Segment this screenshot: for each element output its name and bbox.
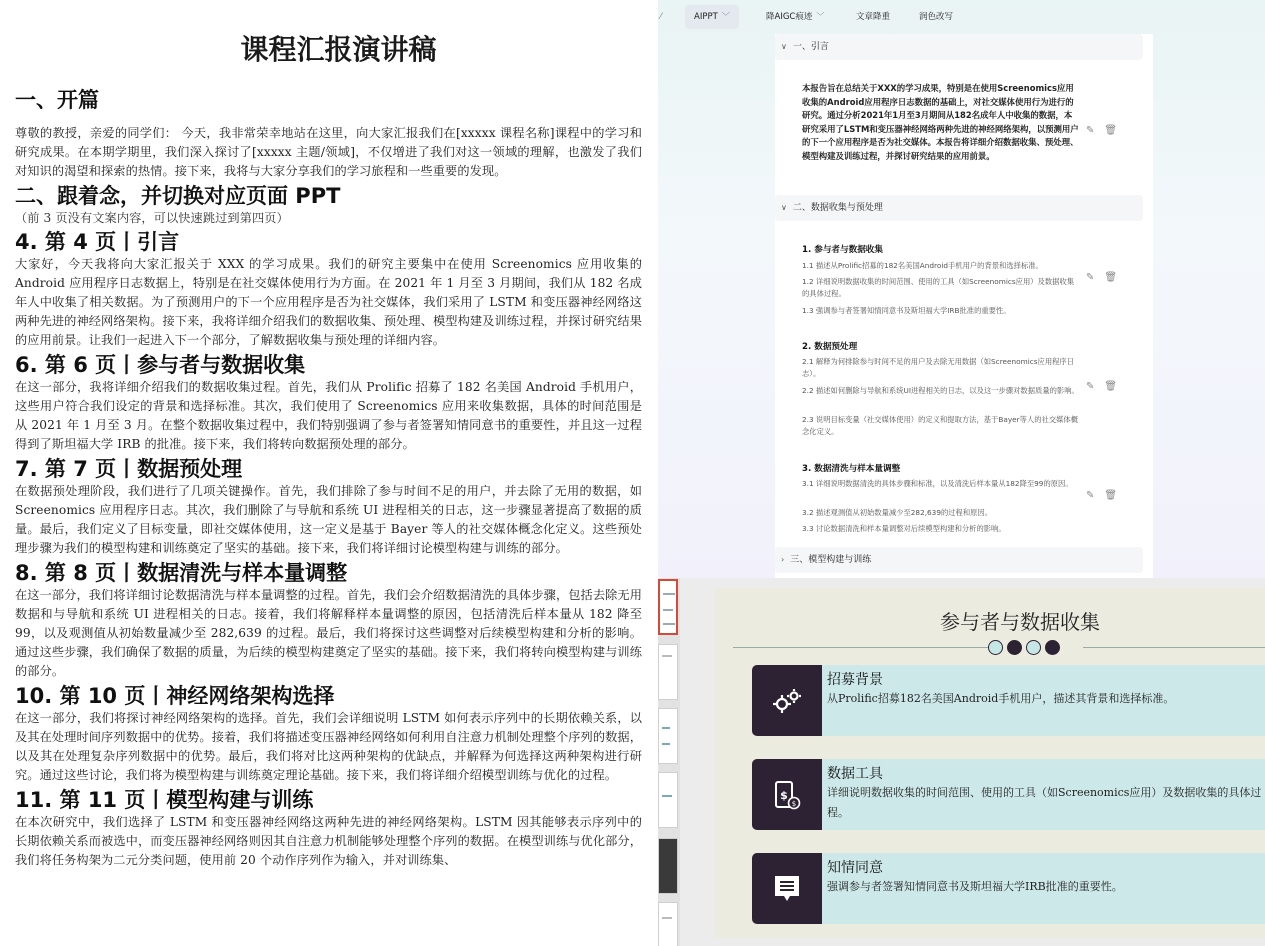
card-title: 招募背景 <box>827 672 883 688</box>
phone-money-icon <box>752 759 822 830</box>
slide-thumbnails <box>658 578 680 946</box>
card-title: 知情同意 <box>827 860 883 876</box>
slide-thumbnail[interactable] <box>658 644 678 700</box>
card-text: 详细说明数据收集的时间范围、使用的工具（如Screenomics应用）及数据收集的具体过程。 <box>827 786 1262 819</box>
outline-line[interactable]: 1.1 描述从Prolific招募的182名美国Android手机用户的背景和选择标准。 <box>802 261 1043 270</box>
outline-section-label: 一、引言 <box>792 42 829 52</box>
section-body: 尊敬的教授，亲爱的同学们： 今天，我非常荣幸地站在这里，向大家汇报我们在[xxxxx 课程名称]课程中的学习和研究成果。在本期学期里，我们深入探讨了[xxxxx 主题/领域]，不仅增进了我们对这一领域的理解，也激发了我们对知识的渴望和探索的热情。接下来，我将与大家分享我们的学习旅程和一些重要的发现。 <box>15 126 642 178</box>
decor-dot <box>1045 640 1060 655</box>
content-card[interactable] <box>752 853 1265 924</box>
trash-icon[interactable]: 🗑 <box>1104 272 1118 283</box>
section-heading: 7. 第 7 页丨数据预处理 <box>15 457 243 481</box>
section-heading: 8. 第 8 页丨数据清洗与样本量调整 <box>15 561 348 585</box>
slide-thumbnail[interactable] <box>658 579 678 635</box>
reduce-aigc-menu-button[interactable] <box>757 5 833 29</box>
card-text: 强调参与者签署知情同意书及斯坦福大学IRB批准的重要性。 <box>827 880 1123 893</box>
block-actions <box>1086 272 1127 283</box>
dedupe-label: 文章降重 <box>856 12 891 22</box>
section-body: 在本次研究中，我们选择了 LSTM 和变压器神经网络这两种先进的神经网络架构。LSTM 因其能够表示序列中的长期依赖关系而被选中，而变压器神经网络则因其自注意力机制能够处理整个序列的数据。在模型训练与优化部分，我们将任务构架为二元分类问题，使用前 20 个动作序列作为输入，并对训练集、 <box>15 815 642 867</box>
outline-section-data[interactable] <box>775 195 1143 221</box>
decor-dot <box>988 640 1003 655</box>
slide-editor <box>658 578 1265 946</box>
decor-dot <box>1026 640 1041 655</box>
outline-card <box>775 34 1153 578</box>
svg-text:$: $ <box>780 788 788 802</box>
block-actions <box>1086 490 1127 501</box>
reduce-aigc-label: 降AIGC痕迹 <box>766 12 813 22</box>
outline-line[interactable]: 2.2 描述如何删除与导航和系统UI进程相关的日志，以及这一步骤对数据质量的影响。 <box>802 386 1079 395</box>
trash-icon[interactable]: 🗑 <box>1104 381 1118 392</box>
slide-thumbnail[interactable] <box>658 838 678 894</box>
intro-actions <box>1086 125 1127 136</box>
section-heading: 10. 第 10 页丨神经网络架构选择 <box>15 684 335 708</box>
gears-icon <box>752 665 822 736</box>
chevron-down-icon: ﹀ <box>721 12 730 21</box>
aippt-menu-button[interactable] <box>685 5 739 29</box>
section-note: （前 3 页没有文案内容，可以快速跳过到第四页） <box>15 211 289 225</box>
separator-icon: ⁄ <box>660 12 662 22</box>
chat-document-icon <box>752 853 822 924</box>
section-body: 大家好，今天我将向大家汇报关于 XXX 的学习成果。我们的研究主要集中在使用 Screenomics 应用收集的 Android 应用程序日志数据上，特别是在社交媒体使用行为方面。在 2021 年 1 月至 3 月期间，我们从 182 名成年人中收集了相关数据。为了预测用户的下一个应用程序是否为社交媒体，我们采用了 LSTM 和变压器神经网络这两种先进的神经网络架构。接下来，我将详细介绍我们的数据收集、预处理、模型构建及训练过程，并探讨研究结果的应用前景。让我们一起进入下一个部分，了解数据收集与预处理的详细内容。 <box>15 257 642 347</box>
dedupe-button[interactable] <box>847 5 899 29</box>
trash-icon[interactable]: 🗑 <box>1104 125 1118 136</box>
document-title: 课程汇报演讲稿 <box>240 33 437 66</box>
outline-section-label: 三、模型构建与训练 <box>790 555 872 565</box>
edit-icon[interactable]: ✎ <box>1086 125 1095 136</box>
section-body: 在这一部分，我们将详细讨论数据清洗与样本量调整的过程。首先，我们会介绍数据清洗的具体步骤，包括去除无用数据和与导航和系统 UI 进程相关的日志。接着，我们将解释样本量调整的原因，包括清洗后样本量从 182 降至 99，以及观测值从初始数量减少至 282,639 的过程。最后，我们将探讨这些调整对后续模型构建和分析的影响。通过这些步骤，我们确保了数据的质量，为后续的模型构建奠定了坚实的基础。接下来，我们将转向模型构建与训练的部分。 <box>15 588 642 678</box>
outline-block-title[interactable]: 2. 数据预处理 <box>802 342 858 352</box>
polish-label: 润色改写 <box>919 12 954 22</box>
outline-panel <box>658 0 1265 578</box>
outline-line[interactable]: 3.3 讨论数据清洗和样本量调整对后续模型构建和分析的影响。 <box>802 524 1006 533</box>
outline-section-intro[interactable] <box>775 34 1143 60</box>
intro-paragraph[interactable]: 本报告旨在总结关于XXX的学习成果，特别是在使用Screenomics应用收集的Android应用程序日志数据的基础上，对社交媒体使用行为进行的研究。通过分析2021年1月至3月期间从182名成年人中收集的数据，本研究采用了LSTM和变压器神经网络两种先进的神经网络架构，以预测用户的下一个应用程序是否为社交媒体。本报告将详细介绍数据收集、预处理、模型构建及训练过程，并探讨研究结果的应用前景。 <box>802 83 1079 161</box>
polish-button[interactable] <box>910 5 962 29</box>
content-card[interactable] <box>752 759 1265 830</box>
edit-icon[interactable]: ✎ <box>1086 490 1095 501</box>
tool-toolbar <box>658 0 1265 34</box>
chevron-right-icon: › <box>781 555 785 564</box>
trash-icon[interactable]: 🗑 <box>1104 490 1118 501</box>
decor-dot <box>1007 640 1022 655</box>
outline-section-model[interactable] <box>775 547 1143 573</box>
svg-text:$: $ <box>791 799 797 808</box>
chevron-down-icon: ∨ <box>781 42 787 51</box>
card-text: 从Prolific招募182名美国Android手机用户，描述其背景和选择标准。 <box>827 692 1175 705</box>
chevron-down-icon: ﹀ <box>816 12 825 21</box>
outline-line[interactable]: 1.2 详细说明数据收集的时间范围、使用的工具（如Screenomics应用）及数据收集的具体过程。 <box>802 277 1075 298</box>
edit-icon[interactable]: ✎ <box>1086 272 1095 283</box>
outline-block-title[interactable]: 3. 数据清洗与样本量调整 <box>802 464 901 474</box>
block-actions <box>1086 381 1127 392</box>
section-heading: 二、跟着念，并切换对应页面 PPT <box>15 184 341 208</box>
content-card[interactable] <box>752 665 1265 736</box>
chevron-down-icon: ∨ <box>781 203 787 212</box>
outline-line[interactable]: 2.1 解释为何排除参与时间不足的用户及去除无用数据（如Screenomics应用程序日志）。 <box>802 357 1075 378</box>
aippt-label: AIPPT <box>694 12 718 22</box>
section-body: 在这一部分，我们将探讨神经网络架构的选择。首先，我们会详细说明 LSTM 如何表示序列中的长期依赖关系，以及其在处理时间序列数据中的优势。接着，我们将描述变压器神经网络如何利用自注意力机制处理整个序列的数据，以及其在处理复杂序列数据中的优势。最后，我们将对比这两种架构的优缺点，并解释为何选择这两种架构进行研究。通过这些讨论，我们将为模型构建与训练奠定理论基础。接下来，我们将详细介绍模型训练与优化的过程。 <box>15 711 642 782</box>
outline-line[interactable]: 1.3 强调参与者签署知情同意书及斯坦福大学IRB批准的重要性。 <box>802 306 1011 315</box>
divider <box>733 647 993 648</box>
section-heading: 4. 第 4 页丨引言 <box>15 230 180 254</box>
section-heading: 一、开篇 <box>15 88 99 112</box>
section-heading: 6. 第 6 页丨参与者与数据收集 <box>15 353 306 377</box>
section-heading: 11. 第 11 页丨模型构建与训练 <box>15 788 314 812</box>
outline-line[interactable]: 3.2 描述观测值从初始数量减少至282,639的过程和原因。 <box>802 508 993 517</box>
slide-title[interactable]: 参与者与数据收集 <box>940 610 1100 634</box>
card-title: 数据工具 <box>827 766 883 782</box>
outline-line[interactable]: 3.1 详细说明数据清洗的具体步骤和标准，以及清洗后样本量从182降至99的原因。 <box>802 479 1073 488</box>
section-body: 在数据预处理阶段，我们进行了几项关键操作。首先，我们排除了参与时间不足的用户，并去除了无用的数据，如 Screenomics 应用程序日志。其次，我们删除了与导航和系统 UI 进程相关的日志，这一步骤显著提高了数据的质量。最后，我们定义了目标变量，即社交媒体使用，这一定义是基于 Bayer 等人的社交媒体概念化定义。这些预处理步骤为我们的模型构建和训练奠定了坚实的基础。接下来，我们将详细讨论模型构建与训练的部分。 <box>15 484 642 555</box>
slide-thumbnail[interactable] <box>658 772 678 828</box>
outline-section-label: 二、数据收集与预处理 <box>792 203 883 213</box>
slide-thumbnail[interactable] <box>658 708 678 764</box>
divider <box>1083 647 1265 648</box>
slide-canvas[interactable] <box>715 588 1265 938</box>
slide-thumbnail[interactable] <box>658 902 678 946</box>
outline-block-title[interactable]: 1. 参与者与数据收集 <box>802 245 883 255</box>
edit-icon[interactable]: ✎ <box>1086 381 1095 392</box>
outline-line[interactable]: 2.3 说明目标变量（社交媒体使用）的定义和提取方法，基于Bayer等人的社交媒体概念化定义。 <box>802 415 1079 436</box>
section-body: 在这一部分，我将详细介绍我们的数据收集过程。首先，我们从 Prolific 招募了 182 名美国 Android 手机用户，这些用户符合我们设定的背景和选择标准。其次，我们使用了 Screenomics 应用来收集数据，具体的时间范围是从 2021 年 1 月至 3 月。在整个数据收集过程中，我们特别强调了参与者签署知情同意书的重要性，并且这一过程得到了斯坦福大学 IRB 的批准。接下来，我们将转向数据预处理的部分。 <box>15 380 642 451</box>
